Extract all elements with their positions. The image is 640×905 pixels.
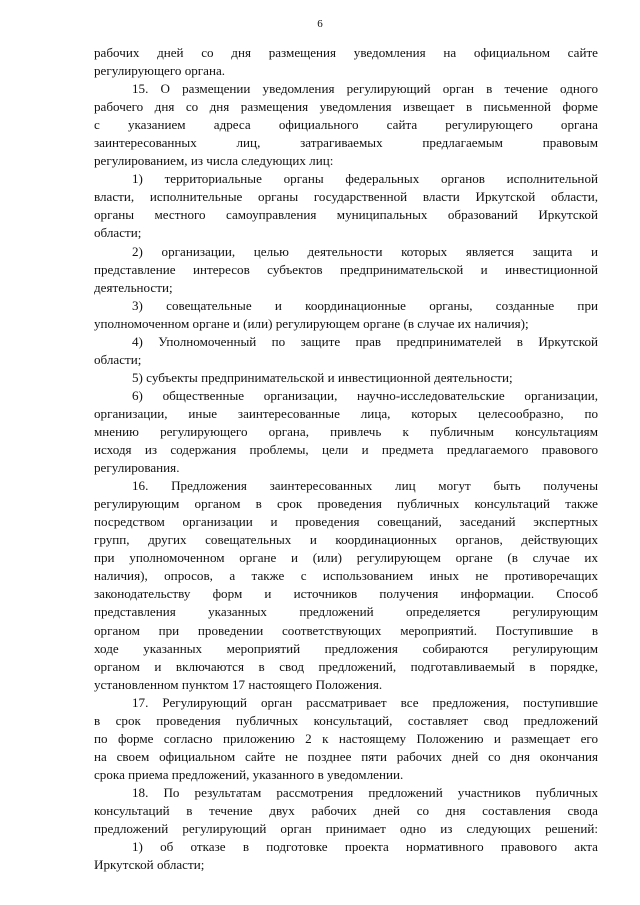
document-body	[94, 44, 598, 874]
text-line: 16. Предложения заинтересованных лиц могут быть получены	[132, 478, 598, 494]
text-line: с указанием адреса официального сайта регулирующего органа	[94, 117, 598, 133]
text-line: органом при проведении соответствующих мероприятий. Поступившие в	[94, 622, 598, 638]
text-line: области;	[94, 225, 142, 241]
text-line: регулирующим органом в срок проведения публичных консультаций также	[94, 496, 598, 512]
text-line: 18. По результатам рассмотрения предложений участников публичных	[132, 784, 598, 800]
text-line: органы местного самоуправления муниципальных образований Иркутской	[94, 207, 598, 223]
text-line: 5) субъекты предпринимательской и инвестиционной деятельности;	[132, 369, 513, 385]
text-line: в срок проведения публичных консультаций, составляет свод предложений	[94, 712, 598, 728]
text-line: 4) Уполномоченный по защите прав предпринимателей в Иркутской	[132, 333, 598, 349]
text-line: 3) совещательные и координационные органы, созданные при	[132, 297, 598, 313]
text-line: на своем официальном сайте не позднее пяти рабочих дней со дня окончания	[94, 748, 598, 764]
text-line: организации, иные заинтересованные лица, которых целесообразно, по	[94, 405, 598, 421]
text-line: срока приема предложений, указанного в уведомлении.	[94, 766, 404, 782]
text-line: области;	[94, 351, 142, 367]
text-line: 1) территориальные органы федеральных органов исполнительной	[132, 171, 598, 187]
text-line: мнению регулирующего органа, привлечь к публичным консультациям	[94, 423, 598, 439]
text-line: консультаций в течение двух рабочих дней со дня составления свода	[94, 802, 598, 818]
text-line: регулированием, из числа следующих лиц:	[94, 153, 334, 169]
text-line: рабочих дней со дня размещения уведомления на официальном сайте	[94, 45, 598, 60]
text-line: посредством организации и проведения совещаний, заседаний экспертных	[94, 514, 598, 530]
text-line: регулирующего органа.	[94, 63, 226, 79]
text-line: представления указанных предложений определяется регулирующим	[94, 604, 598, 620]
text-line: представление интересов субъектов предпринимательской и инвестиционной	[94, 261, 598, 277]
text-line: уполномоченном органе и (или) регулирующем органе (в случае их наличия);	[94, 315, 529, 331]
text-line: 2) организации, целью деятельности которых является защита и	[132, 243, 598, 259]
text-line: Иркутской области;	[94, 857, 205, 873]
text-line: законодательству форм и источников получения информации. Способ	[94, 586, 598, 602]
text-line: наличия), опросов, а также с использованием иных не противоречащих	[94, 568, 598, 584]
page-number: 6	[317, 18, 323, 30]
text-line: при уполномоченном органе и (или) регулирующем органе (в случае их	[94, 550, 598, 566]
text-line: заинтересованных лиц, затрагиваемых предлагаемым правовым	[94, 135, 598, 151]
text-line: 17. Регулирующий орган рассматривает все предложения, поступившие	[132, 694, 598, 710]
text-line: установленном пунктом 17 настоящего Положения.	[94, 676, 383, 692]
text-line: ходе указанных мероприятий предложения собираются регулирующим	[94, 640, 598, 656]
text-line: исходя из содержания проблемы, цели и предмета предлагаемого правового	[94, 442, 598, 458]
text-line: предложений регулирующий орган принимает одно из следующих решений:	[94, 821, 598, 837]
text-line: рабочего дня со дня размещения уведомления извещает в письменной форме	[94, 99, 598, 115]
text-line: 1) об отказе в подготовке проекта нормативного правового акта	[132, 839, 598, 855]
text-line: органом и включаются в свод предложений, подготавливаемый в порядке,	[94, 658, 598, 674]
text-line: по форме согласно приложению 2 к настоящему Положению и размещает его	[94, 730, 598, 746]
text-line: 6) общественные организации, научно-исследовательские организации,	[132, 387, 598, 403]
text-line: регулирования.	[94, 460, 180, 476]
text-line: групп, других совещательных и координационных органов, действующих	[94, 532, 598, 548]
text-line: деятельности;	[94, 279, 173, 295]
text-line: власти, исполнительные органы государственной власти Иркутской области,	[94, 189, 598, 205]
text-line: 15. О размещении уведомления регулирующий орган в течение одного	[132, 81, 598, 97]
